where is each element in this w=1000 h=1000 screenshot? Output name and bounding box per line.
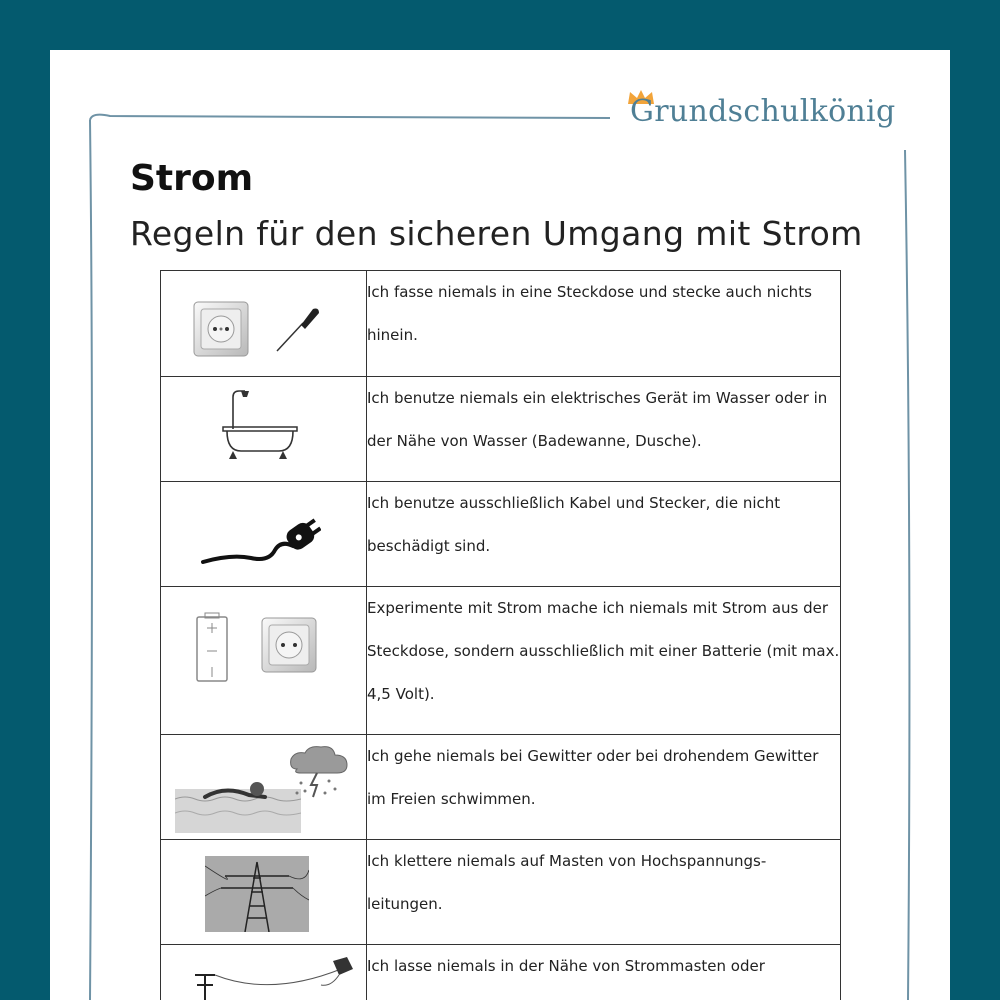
rule-image-cell — [161, 840, 367, 945]
rule-text: Ich benutze ausschließlich Kabel und Stecker, die nicht beschädigt sind. — [367, 482, 841, 587]
rule-image-cell — [161, 271, 367, 377]
power-pylon-photo — [205, 856, 309, 932]
power-socket-icon — [193, 301, 249, 357]
table-row — [161, 735, 841, 840]
rule-text: Experimente mit Strom mache ich niemals mit Strom aus der Steckdose, sondern ausschließlich mit einer Batterie (mit max. 4,5 Volt). — [367, 587, 841, 735]
rule-image-cell — [161, 587, 367, 735]
page-title: Strom — [130, 158, 254, 199]
page-subtitle: Regeln für den sicheren Umgang mit Strom — [130, 214, 863, 253]
power-socket-icon — [261, 617, 317, 673]
table-row — [161, 945, 841, 1000]
plug-cable-icon — [201, 506, 321, 570]
table-row — [161, 271, 841, 377]
bathtub-icon — [219, 389, 303, 463]
brand-logo: Grundschulkönig — [630, 94, 896, 129]
table-row — [161, 482, 841, 587]
screwdriver-icon — [273, 305, 323, 355]
rule-text: Ich benutze niemals ein elektrisches Gerät im Wasser oder in der Nähe von Wasser (Badewanne, Dusche). — [367, 377, 841, 482]
swimmer-icon — [175, 775, 301, 833]
rule-text: Ich klettere niemals auf Masten von Hochspannungs-leitungen. — [367, 840, 841, 945]
table-row — [161, 840, 841, 945]
rule-image-cell — [161, 945, 367, 1000]
rule-image-cell — [161, 482, 367, 587]
kite-powerline-icon — [191, 957, 361, 1000]
rule-text: Ich gehe niemals bei Gewitter oder bei drohendem Gewitter im Freien schwimmen. — [367, 735, 841, 840]
rule-image-cell — [161, 377, 367, 482]
rule-text: Ich lasse niemals in der Nähe von Strommasten oder — [367, 945, 841, 1000]
battery-icon — [195, 611, 229, 683]
table-row — [161, 377, 841, 482]
rule-text: Ich fasse niemals in eine Steckdose und stecke auch nichts hinein. — [367, 271, 841, 377]
rule-image-cell — [161, 735, 367, 840]
thundercloud-icon — [287, 743, 353, 801]
table-row — [161, 587, 841, 735]
rules-table — [160, 270, 841, 1000]
worksheet-page — [50, 50, 950, 1000]
